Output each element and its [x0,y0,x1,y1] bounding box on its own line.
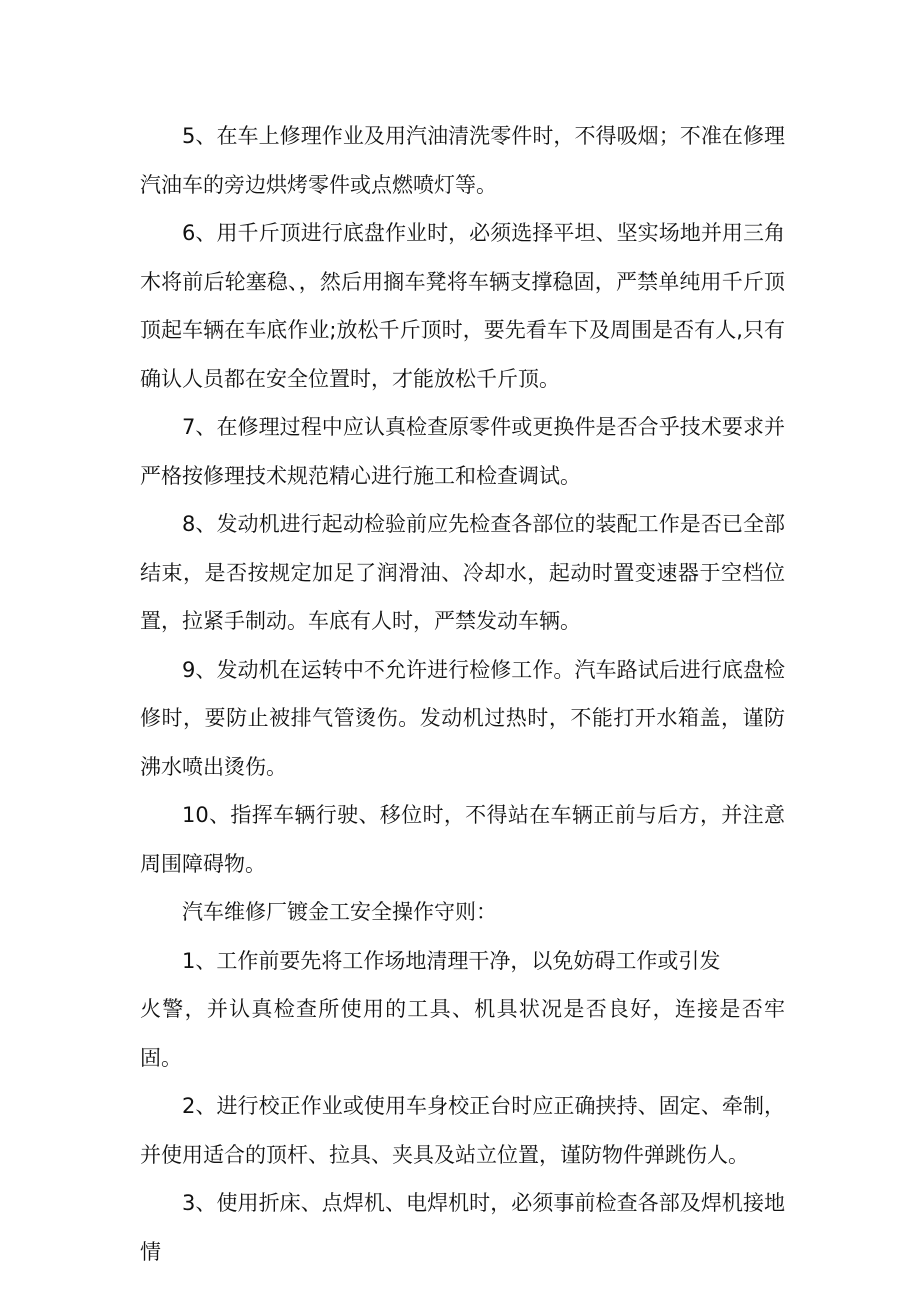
paragraph-item-3: 3、使用折床、点焊机、电焊机时，必须事前检查各部及焊机接地情 [140,1191,785,1264]
paragraph-item-8: 8、发动机进行起动检验前应先检查各部位的装配工作是否已全部结束，是否按规定加足了润滑油、冷却水，起动时置变速器于空档位置，拉紧手制动。车底有人时，严禁发动车辆。 [140,512,785,633]
paragraph-item-5: 5、在车上修理作业及用汽油清洗零件时，不得吸烟；不准在修理汽油车的旁边烘烤零件或点燃喷灯等。 [140,124,785,197]
paragraph-item-10: 10、指挥车辆行驶、移位时，不得站在车辆正前与后方，并注意周围障碍物。 [140,803,785,876]
document-page [140,112,785,1276]
paragraph-item-6: 6、用千斤顶进行底盘作业时，必须选择平坦、坚实场地并用三角木将前后轮塞稳、，然后用搁车凳将车辆支撑稳固，严禁单纯用千斤顶顶起车辆在车底作业;放松千斤顶时，要先看车下及周围是否有人,只有确认人员都在安全位置时，才能放松千斤顶。 [140,221,785,391]
paragraph-item-2: 2、进行校正作业或使用车身校正台时应正确挟持、固定、牵制，并使用适合的顶杆、拉具、夹具及站立位置，谨防物件弹跳伤人。 [140,1094,785,1167]
paragraph-item-9: 9、发动机在运转中不允许进行检修工作。汽车路试后进行底盘检修时，要防止被排气管烫伤。发动机过热时，不能打开水箱盖，谨防沸水喷出烫伤。 [140,657,785,779]
section-heading: 汽车维修厂镀金工安全操作守则： [182,900,497,924]
paragraph-item-7: 7、在修理过程中应认真检查原零件或更换件是否合乎技术要求并严格按修理技术规范精心进行施工和检查调试。 [140,415,785,488]
paragraph-item-1: 1、工作前要先将工作场地清理干净，以免妨碍工作或引发 [182,948,721,973]
paragraph-item-1-continued: 火警，并认真检查所使用的工具、机具状况是否良好，连接是否牢固。 [140,997,785,1070]
